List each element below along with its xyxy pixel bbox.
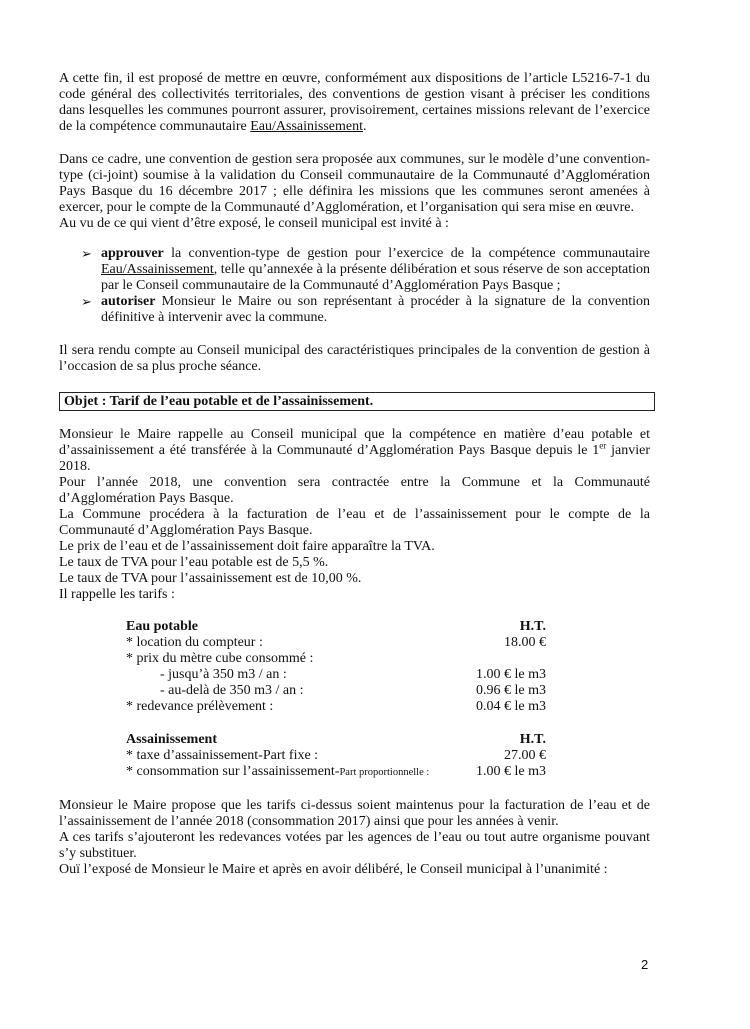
transfer-text: Monsieur le Maire rappelle au Conseil municipal que la compétence en matière d’eau potable et d’assainissement a été transférée à la Communauté d’Agglomération Pays Basque depuis le 1 xyxy=(59,427,650,458)
row-value: 1.00 € le m3 xyxy=(476,764,546,779)
redevances-paragraph: A ces tarifs s’ajouteront les redevances votées par les agences de l’eau ou tout autre organisme pouvant s’y substituer. xyxy=(59,830,650,861)
row-label xyxy=(126,764,429,781)
bullet-text: la convention-type de gestion pour l’exercice de la compétence communautaire xyxy=(163,246,650,261)
tva-assain-line: Le taux de TVA pour l’assainissement est de 10,00 %. xyxy=(59,571,362,586)
row-label: * taxe d’assainissement-Part fixe : xyxy=(126,748,319,763)
row-label: - jusqu’à 350 m3 / an : xyxy=(160,667,287,682)
table-row xyxy=(126,764,546,781)
row-label-small: Part proportionnelle : xyxy=(339,767,430,778)
section-title-box xyxy=(59,392,655,411)
row-label: * redevance prélèvement : xyxy=(126,699,274,714)
list-item xyxy=(81,246,650,294)
arrow-bullet-icon: ➢ xyxy=(81,246,92,261)
transfer-text-end: janvier 2018. xyxy=(59,443,651,474)
eau-heading: Eau potable xyxy=(126,619,198,634)
section-title: Objet : Tarif de l’eau potable et de l’assainissement. xyxy=(64,394,374,409)
ht-label: H.T. xyxy=(519,619,546,634)
tva-line: Le prix de l’eau et de l’assainissement doit faire apparaître la TVA. xyxy=(59,539,435,554)
intro-end: . xyxy=(363,119,367,134)
intro-paragraph xyxy=(59,71,650,135)
list-item xyxy=(81,294,650,326)
row-label: * location du compteur : xyxy=(126,635,263,650)
row-label-main: * consommation sur l’assainissement- xyxy=(126,764,340,779)
bullet-text: Monsieur le Maire ou son représentant à procéder à la signature de la convention définitive à intervenir avec la commune. xyxy=(101,294,650,325)
row-label: - au-delà de 350 m3 / an : xyxy=(160,683,304,698)
row-label: * prix du mètre cube consommé : xyxy=(126,651,314,666)
report-paragraph: Il sera rendu compte au Conseil municipal des caractéristiques principales de la convention de gestion à l’occasion de sa plus proche séance. xyxy=(59,343,650,374)
table-row xyxy=(126,635,546,651)
bullet-text-end: , telle qu’annexée à la présente délibération et sous réserve de son acceptation par le Conseil communautaire de la Communauté d’Agglomération Pays Basque ; xyxy=(101,262,650,293)
row-value: 1.00 € le m3 xyxy=(476,667,546,682)
intro-text: A cette fin, il est proposé de mettre en œuvre, conformément aux dispositions de l’article L5216-7-1 du code général des collectivités territoriales, des conventions de gestion visant à préciser les conditions dans lesquelles les communes pourront assurer, provisoirement, certaines missions relevant de l’exercice de la compétence communautaire xyxy=(59,71,650,134)
row-value: 0.04 € le m3 xyxy=(476,699,546,714)
bullet-underlined-term: Eau/Assainissement xyxy=(101,262,214,277)
page-number: 2 xyxy=(641,957,649,972)
table-row xyxy=(126,667,546,683)
table-header xyxy=(126,732,546,748)
row-value: 18.00 € xyxy=(504,635,546,650)
ht-label: H.T. xyxy=(519,732,546,747)
convention-paragraph: Dans ce cadre, une convention de gestion sera proposée aux communes, sur le modèle d’une convention-type (ci-joint) soumise à la validation du Conseil communautaire de la Communauté d’Agglomération Pays Basque du 16 décembre 2017 ; elle définira les missions que les communes seront amenées à exercer, pour le compte de la Communauté d’Agglomération, et l’organisation qui sera mise en œuvre. xyxy=(59,152,650,215)
tva-eau-line: Le taux de TVA pour l’eau potable est de 5,5 %. xyxy=(59,555,329,570)
bullet-keyword: autoriser xyxy=(101,294,156,309)
intro-underlined-term: Eau/Assainissement xyxy=(250,119,364,134)
bullet-keyword: approuver xyxy=(101,246,164,261)
decision-list xyxy=(81,246,650,326)
tarifs-intro-line: Il rappelle les tarifs : xyxy=(59,587,175,602)
document-page xyxy=(59,71,650,878)
table-row xyxy=(126,699,546,715)
superscript: er xyxy=(599,440,607,451)
convention-2018-paragraph: Pour l’année 2018, une convention sera contractée entre la Commune et la Communauté d’Agglomération Pays Basque. xyxy=(59,475,650,506)
transfer-paragraph xyxy=(59,427,650,475)
proposal-paragraph: Monsieur le Maire propose que les tarifs ci-dessus soient maintenus pour la facturation de l’eau et de l’assainissement de l’année 2018 (consommation 2017) ainsi que pour les années à venir. xyxy=(59,798,650,829)
table-row xyxy=(126,651,546,667)
table-row xyxy=(126,748,546,764)
row-value: 27.00 € xyxy=(504,748,546,763)
deliberation-paragraph: Ouï l’exposé de Monsieur le Maire et après en avoir délibéré, le Conseil municipal à l’unanimité : xyxy=(59,862,608,877)
assain-heading: Assainissement xyxy=(126,732,218,747)
tariff-table xyxy=(126,619,546,781)
table-row xyxy=(126,683,546,699)
row-value: 0.96 € le m3 xyxy=(476,683,546,698)
table-header xyxy=(126,619,546,635)
invitation-paragraph: Au vu de ce qui vient d’être exposé, le conseil municipal est invité à : xyxy=(59,216,449,231)
billing-paragraph: La Commune procédera à la facturation de l’eau et de l’assainissement pour le compte de la Communauté d’Agglomération Pays Basque. xyxy=(59,507,650,538)
arrow-bullet-icon: ➢ xyxy=(81,294,92,309)
